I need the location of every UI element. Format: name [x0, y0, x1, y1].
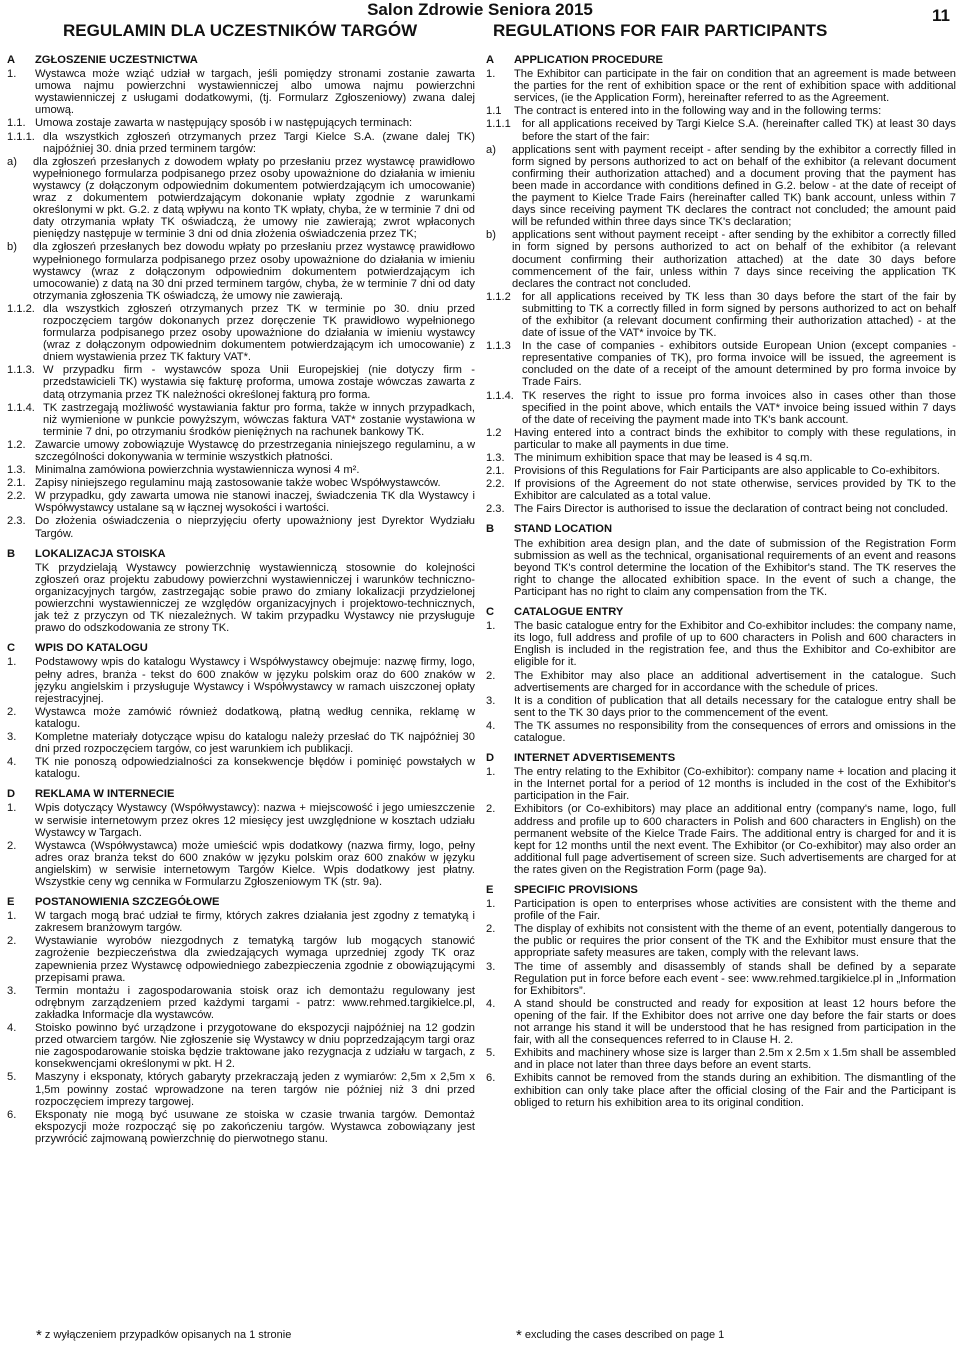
clause — [7, 402, 475, 438]
footnote-text: excluding the cases described on page 1 — [524, 1329, 725, 1341]
clause-text: The basic catalogue entry for the Exhibitor and Co-exhibitor includes: the company name, its logo, full address and profile of up to 600 characters in Polish and 600 characters in English is included in the registration fee, and thus the Exhibitor and Co-exhibitor are eligible for it. — [514, 620, 956, 669]
clause-number: 2.3. — [7, 515, 26, 528]
clause — [486, 68, 956, 104]
section-title: LOKALIZACJA STOISKA — [35, 547, 166, 560]
clause — [486, 670, 956, 694]
clause — [486, 478, 956, 502]
clause-text: Do złożenia oświadczenia o nieprzyjęciu oferty upoważniony jest Dyrektor Wydziału Targów. — [35, 515, 475, 540]
clause-text: Wystawca może zamówić również dodatkową, płatną według cennika, reklamę w katalogu. — [35, 705, 475, 730]
clause-number: 1. — [7, 68, 17, 81]
subclause-letter: a) — [7, 155, 17, 168]
clause — [7, 985, 475, 1021]
clause-text: TK zastrzegają możliwość wystawiania faktur pro forma, także w innych przypadkach, niż wymienione w punkcie powyższym, wówczas faktura VAT* zostanie wystawiona w terminie 7 dni, po otrzymaniu środków pieniężnych na rachunek bankowy TK. — [43, 401, 475, 438]
polish-title: REGULAMIN DLA UCZESTNIKÓW TARGÓW — [63, 21, 418, 40]
clause-number: 1.2 — [486, 426, 502, 439]
section-letter: C — [486, 606, 495, 619]
section-letter: C — [7, 642, 16, 655]
clause-number: 3. — [7, 984, 17, 997]
section-letter: D — [486, 752, 495, 765]
english-column — [486, 54, 956, 1109]
clause-number: 1. — [7, 910, 17, 923]
clause-number: 6. — [7, 1108, 17, 1121]
clause-number: 2.1. — [7, 477, 26, 490]
clause-number: 1.1.3 — [486, 340, 511, 353]
clause-number: 2.1. — [486, 465, 505, 478]
clause-number: 2. — [486, 803, 496, 816]
subclause — [486, 144, 956, 229]
section-paragraph: The exhibition area design plan, and the date of submission of the Registration Form submission as well as the technical, organisational requirements of an event and reasons beyond TK's control determine the location of the Exhibitor's stand. The TK reserves the right to change the allocated exhibition space. In the event of such a change, the Participant has no right to claim any compensation from the TK. — [514, 537, 956, 598]
clause — [7, 1109, 475, 1145]
clause — [7, 68, 475, 116]
clause-text: Zawarcie umowy zobowiązuje Wystawcę do przestrzegania niniejszego regulaminu, a w szczególności dokonywania w terminie wszystkich płatności. — [35, 438, 475, 463]
clause-text: The Exhibitor can participate in the fair on condition that an agreement is made between the parties for the rent of exhibition space or the rent of exhibition space with additional services, (ie the Application Form), hereinafter referred to as the Agreement. — [514, 68, 956, 105]
subclause-text: dla zgłoszeń przesłanych z dowodem wpłaty po przesłaniu przez wystawcę prawidłowo wypełnionego formularza podpisanego przez osoby upoważnione do działania w imieniu wystawcy (z dołączonym odpowiednim dokumentem potwierdzającym ich umocowanie) wraz z dokumentem potwierdzającym dokonanie wpłaty zgodnie z warunkami określonymi w pkt. G.2. z datą wpływu na konto TK wpłaty, chyba, że w terminie 7 dni od daty otrzymania wpłaty TK oświadczą, że umowy nie zawierają; zwrot wpłaconych pieniędzy następuje w terminie 3 dni od dnia złożenia oświadczenia przez TK; — [33, 155, 475, 241]
section-letter: E — [7, 896, 15, 909]
clause-text: Stoisko powinno być urządzone i przygotowane do ekspozycji najpóźniej na 12 godzin przed otwarciem targów. Nie zgłoszenie się Wystawcy w dniu poprzedzającym targi oraz nie zagospodarowanie stoiska będzie traktowane jako rezygnacja z udziału w targach, z konsekwencjami określonymi w pkt. H 2. — [35, 1022, 475, 1071]
clause-text: Having entered into a contract binds the exhibitor to comply with these regulations, in particular to make all payments in due time. — [514, 426, 956, 451]
section-heading — [7, 788, 475, 800]
page-header — [0, 0, 960, 44]
section-title: APPLICATION PROCEDURE — [514, 54, 663, 66]
section-d — [7, 788, 475, 888]
section-letter: B — [486, 523, 495, 536]
clause — [486, 620, 956, 668]
clause-text: TK nie ponoszą odpowiedzialności za konsekwencje błędów i pominięć powstałych w katalogu. — [35, 756, 475, 781]
clause-number: 3. — [486, 960, 496, 973]
clause — [486, 695, 956, 719]
clause — [7, 364, 475, 400]
clause — [7, 464, 475, 476]
clause — [7, 910, 475, 934]
clause-text: W przypadku firm - wystawców spoza Unii Europejskiej (nie dotyczy firm - przedstawicieli TK) wystawia się fakturę proforma, umowa zostaje wówczas zawarta z datą otrzymania przez TK należności określonej fakturą pro forma. — [43, 364, 475, 401]
footnote-english — [516, 1327, 724, 1344]
section-heading — [486, 752, 956, 764]
clause-text: In the case of companies - exhibitors outside European Union (except companies - representative companies of TK), pro forma invoice will be issued, the agreement is concluded on the date of a receipt of the amount determined by pro forma invoice by Trade Fairs. — [522, 340, 956, 389]
clause — [486, 923, 956, 959]
clause-number: 5. — [486, 1047, 496, 1060]
section-title: POSTANOWIENIA SZCZEGÓŁOWE — [35, 896, 220, 909]
subclause-text: applications sent with payment receipt - after sending by the exhibitor a correctly filled in form signed by persons authorized to act on behalf of the exhibitor (a relevant document confirming their authorization attached) and a document proving that the payment has been made in accordance with conditions defined in G.2. below - at the date of receipt of the payment to Kielce Trade Fairs (hereinafter called TK) bank account, unless within 7 days since receiving payment TK declares the contract not concluded; the amount paid will be refunded within three days since TK's declaration; — [512, 143, 956, 229]
clause — [7, 439, 475, 463]
clause-text: Exhibits cannot be removed from the stands during an exhibition. The dismantling of the exhibition can only take place after the official closing of the Fair and the Participant is obliged to return his exhibition area to its original condition. — [514, 1072, 956, 1109]
clause-text: Wystawianie wyrobów niezgodnych z tematyką targów lub mogących stanowić zagrożenie bezpieczeństwa dla zwiedzających wymaga uprzedniej zgody TK oraz zapewnienia przez Wystawcę odpowiedniego zabezpieczenia zgodnie z obowiązującymi przepisami prawa. — [35, 935, 475, 984]
clause-text: Termin montażu i zagospodarowania stoisk oraz ich demontażu regulowany jest odrębnym zarządzeniem przed każdymi targami - patrz: www.rehmed.targikielce.pl, zakładka Informacje dla wystawców. — [35, 984, 475, 1021]
clause-number: 1.1.4. — [7, 401, 35, 414]
section-d — [486, 752, 956, 876]
clause-number: 1. — [486, 68, 496, 81]
section-letter: A — [7, 54, 16, 66]
section-b — [7, 548, 475, 635]
clause — [486, 1072, 956, 1108]
subclause — [7, 241, 475, 301]
section-e — [7, 896, 475, 1145]
clause-number: 4. — [7, 756, 17, 769]
clause — [7, 756, 475, 780]
clause — [486, 503, 956, 515]
clause-number: 1. — [7, 656, 17, 669]
subclause — [486, 229, 956, 289]
section-a — [7, 54, 475, 540]
clause-text: W przypadku, gdy zawarta umowa nie stanowi inaczej, świadczenia TK dla Wystawcy i Współwystawcy ustalane są w łącznej wysokości i wartości. — [35, 490, 475, 515]
section-title: WPIS DO KATALOGU — [35, 642, 148, 655]
footnote-polish — [36, 1327, 291, 1344]
clause — [7, 706, 475, 730]
clause-number: 1. — [486, 620, 496, 633]
section-letter: A — [486, 54, 495, 66]
clause-text: Kompletne materiały dotyczące wpisu do katalogu należy przesłać do TK najpóźniej 30 dni przed rozpoczęciem targów, co jest warunkiem ich publikacji. — [35, 730, 475, 756]
clause-text: The display of exhibits not consistent with the theme of an event, potentially dangerous to the public or requires the prior consent of the TK and the Exhibitor must ensure that the appropriate safety measures are taken, comply with the relevant laws. — [514, 923, 956, 960]
clause-number: 2. — [486, 669, 496, 682]
clause-number: 1.1.4. — [486, 389, 514, 402]
clause-text: Maszyny i eksponaty, których gabaryty przekraczają jeden z wymiarów: 2,5m x 2,5m x 1,5m powinny zostać wprowadzone na teren targów nie później niż 3 dni przed rozpoczęciem imprezy targowej. — [35, 1071, 475, 1108]
clause-number: 3. — [7, 730, 17, 743]
clause — [7, 131, 475, 155]
clause-text: Exhibitors (or Co-exhibitors) may place an additional entry (company's name, logo, full address and profile up to 600 characters in Polish and 600 characters in English) on the permanent website of the Kielce Trade Fairs. The additional entry is charged for and it is kept for 12 months until the next event. The Exhibitor (or Co-exhibitor) may also order an additional full page advertisement of screen size. Such advertisements are charged for at the rates given on the Registration Form (page 9a). — [514, 803, 956, 876]
clause-number: 2. — [486, 923, 496, 936]
section-letter: E — [486, 884, 494, 896]
clause-number: 2.3. — [486, 503, 505, 516]
clause-number: 2.2. — [486, 478, 505, 491]
english-title: REGULATIONS FOR FAIR PARTICIPANTS — [493, 21, 828, 40]
clause-number: 1. — [7, 802, 17, 815]
footnote-star: * — [516, 1327, 522, 1344]
event-title: Salon Zdrowie Seniora 2015 — [367, 0, 593, 19]
clause — [486, 118, 956, 142]
subclause-text: dla zgłoszeń przesłanych bez dowodu wpłaty po przesłaniu przez wystawcę prawidłowo wypełnionego formularza podpisanego przez osoby upoważnione do działania w imieniu wystawcy (wraz z dołączonym odpowiednim dokumentem potwierdzającym ich umocowanie) z datą na 30 dni przed terminem targów, chyba, że w terminie 7 dni od daty otrzymania zgłoszenia TK oświadczą, że umowy nie zawierają. — [33, 241, 475, 302]
clause-text: W targach mogą brać udział te firmy, których zakres działania jest zgodny z tematyką i zakresem branżowym targów. — [35, 910, 475, 935]
section-heading — [486, 523, 956, 535]
clause — [486, 291, 956, 339]
clause — [7, 802, 475, 838]
section-e — [486, 884, 956, 1109]
clause-number: 4. — [486, 997, 496, 1010]
clause-number: 2.2. — [7, 490, 26, 503]
section-heading — [7, 642, 475, 654]
page-number: 11 — [932, 6, 950, 25]
clause-text: dla wszystkich zgłoszeń otrzymanych przez TK w terminie po 30. dniu przed rozpoczęciem targów dokonanych przez doręczenie TK prawidłowo wypełnionego formularza podpisanego przez osoby upoważnione do działania w imieniu wystawcy (wraz z dołączonym odpowiednim dokumentem potwierdzającym ich umocowanie) z dniem wystawienia przez TK faktury VAT*. — [43, 302, 475, 364]
section-c — [7, 642, 475, 780]
section-c — [486, 606, 956, 744]
clause — [7, 656, 475, 704]
clause-number: 2. — [7, 705, 17, 718]
clause — [486, 961, 956, 997]
clause-text: Wystawca może wziąć udział w targach, jeśli pomiędzy stronami zostanie zawarta umowa najmu powierzchni wystawienniczej albo umowa najmu powierzchni wystawienniczej z usługami dodatkowymi, (tj. Formularz Zgłoszeniowy) zwana dalej umową. — [35, 68, 475, 117]
clause — [7, 731, 475, 755]
section-heading — [7, 548, 475, 560]
clause-number: 2. — [7, 935, 17, 948]
section-heading — [486, 884, 956, 896]
section-a — [486, 54, 956, 515]
polish-column — [7, 54, 475, 1145]
section-title: CATALOGUE ENTRY — [514, 606, 624, 619]
clause — [486, 998, 956, 1046]
clause-number: 5. — [7, 1071, 17, 1084]
clause-text: The Fairs Director is authorised to issue the declaration of contract being not concluded. — [514, 503, 949, 516]
clause — [486, 427, 956, 451]
clause-number: 1.1 — [486, 105, 502, 118]
clause-number: 1.1.1. — [7, 130, 35, 143]
clause — [486, 766, 956, 802]
clause — [486, 452, 956, 464]
clause — [7, 1071, 475, 1107]
section-heading — [7, 54, 475, 66]
clause — [7, 840, 475, 888]
section-heading — [486, 54, 956, 66]
clause — [486, 105, 956, 117]
clause-number: 1.3. — [7, 464, 26, 477]
clause — [486, 720, 956, 744]
clause-text: Minimalna zamówiona powierzchnia wystawiennicza wynosi 4 m². — [35, 464, 360, 477]
clause — [7, 490, 475, 514]
clause — [486, 465, 956, 477]
clause-number: 3. — [486, 694, 496, 707]
clause-text: Umowa zostaje zawarta w następujący sposób i w następujących terminach: — [35, 117, 413, 130]
subclause — [7, 156, 475, 241]
clause — [7, 935, 475, 983]
section-b — [486, 523, 956, 598]
clause-number: 1.1.2. — [7, 302, 35, 315]
clause-number: 6. — [486, 1072, 496, 1085]
clause — [7, 477, 475, 489]
clause-text: TK reserves the right to issue pro forma invoices also in cases other than those specified in the point above, which entails the VAT* invoice being issued within 7 days of the date of receiving the payment made into TK's bank account. — [522, 389, 956, 426]
clause-text: It is a condition of publication that all details necessary for the catalogue entry shall be sent to the TK 30 days prior to the commencement of the event. — [514, 694, 956, 719]
clause-text: Exhibits and machinery whose size is larger than 2.5m x 2.5m x 1.5m shall be assembled and in place not later than three days before an event starts. — [514, 1047, 956, 1072]
clause-number: 1.1.1 — [486, 118, 511, 131]
clause — [7, 117, 475, 129]
clause-number: 1.2. — [7, 438, 26, 451]
clause-text: dla wszystkich zgłoszeń otrzymanych przez Targi Kielce S.A. (zwane dalej TK) najpóźniej 30. dnia przed terminem targów: — [43, 130, 475, 155]
clause-text: The contract is entered into in the following way and in the following terms: — [514, 105, 882, 118]
clause — [486, 898, 956, 922]
clause — [7, 515, 475, 539]
clause — [486, 340, 956, 388]
clause-text: The minimum exhibition space that may be leased is 4 sq.m. — [514, 452, 813, 464]
clause-text: Provisions of this Regulations for Fair Participants are also applicable to Co-exhibitors. — [514, 465, 941, 478]
clause — [7, 303, 475, 363]
section-title: REKLAMA W INTERNECIE — [35, 788, 175, 801]
clause-number: 1.1.2 — [486, 290, 511, 303]
clause-text: Wystawca (Współwystawca) może umieścić wpis dodatkowy (nazwa firmy, logo, pełny adres oraz branża tekst do 600 znaków w języku polskim oraz 600 znaków w języku angielskim) w serwisie internetowym Targów Kielce. Wpis dodatkowy jest płatny. Wszystkie ceny wg cennika w Formularzu Zgłoszeniowym TK (str. 9a). — [35, 839, 475, 888]
section-heading — [7, 896, 475, 908]
clause-text: Zapisy niniejszego regulaminu mają zastosowanie także wobec Współwystawców. — [35, 477, 441, 490]
section-letter: B — [7, 547, 16, 560]
clause-number: 1.3. — [486, 452, 505, 464]
clause-number: 1. — [486, 898, 496, 911]
clause-number: 1. — [486, 766, 496, 779]
clause-text: Wpis dotyczący Wystawcy (Współwystawcy): nazwa + miejscowość i jego umieszczenie w serwisie internetowym przez okres 12 miesięcy jest uwzględnione w kosztach udziału Wystawcy w Targach. — [35, 802, 475, 839]
clause-text: If provisions of the Agreement do not state otherwise, services provided by TK to the Exhibitor are calculated as a total value. — [514, 478, 956, 503]
subclause-letter: b) — [7, 241, 17, 254]
clause-text: Participation is open to enterprises whose activities are consistent with the theme and profile of the Fair. — [514, 898, 956, 923]
clause-text: Podstawowy wpis do katalogu Wystawcy i Współwystawcy obejmuje: nazwę firmy, logo, pełny adres, branża - tekst do 600 znaków w języku polskim oraz do 600 znaków w języku angielskim i przysługuje Wystawcy i Współwystawcy w ramach uiszczonej opłaty rejestracyjnej. — [35, 656, 475, 705]
footnote-text: z wyłączeniem przypadków opisanych na 1 stronie — [44, 1329, 292, 1341]
clause — [486, 1047, 956, 1071]
section-letter: D — [7, 788, 16, 801]
subclause-letter: a) — [486, 143, 496, 156]
clause-text: The entry relating to the Exhibitor (Co-exhibitor): company name + location and placing it in the Internet portal for a period of 12 months is included in the cost of the Exhibitor's participation in the Fair. — [514, 766, 956, 803]
section-title: STAND LOCATION — [514, 523, 612, 536]
clause-text: Eksponaty nie mogą być usuwane ze stoiska w czasie trwania targów. Demontaż ekspozycji może rozpocząć się po zakończeniu targów. Wystawca zobowiązany jest przywrócić zajmowaną powierzchnię do pierwotnego stanu. — [35, 1108, 475, 1145]
section-heading — [486, 606, 956, 618]
clause — [7, 1022, 475, 1070]
clause — [486, 390, 956, 426]
subclause-letter: b) — [486, 229, 496, 242]
clause-number: 4. — [486, 719, 496, 732]
clause-number: 1.1.3. — [7, 364, 35, 377]
clause-text: The TK assumes no responsibility from the consequences of errors and omissions in the catalogue. — [514, 719, 956, 744]
clause-text: A stand should be constructed and ready for exposition at least 12 hours before the opening of the fair. If the Exhibitor does not arrive one day before the fair starts or does not arrange his stand it will be understood that he has resigned from participation in the fair, with all the consequences referred to in Clause H. 2. — [514, 997, 956, 1047]
clause-text: for all applications received by Targi Kielce S.A. (hereinafter called TK) at least 30 days before the start of the fair: — [522, 118, 956, 143]
section-paragraph: TK przydzielają Wystawcy powierzchnię wystawienniczą stosownie do kolejności zgłoszeń oraz projektu zabudowy powierzchni wystawienniczej i warunków techniczno-organizacyjnych targów, zastrzegając sobie prawo do zmiany lokalizacji przydzielonej powierzchni wystawienniczej ze względów organizacyjnych i projektowo-technicznych, jak też z przyczyn od TK niezależnych. W takim przypadku Wystawcy nie przysługuje prawo do odszkodowania ze strony TK. — [35, 561, 475, 635]
clause-number: 4. — [7, 1022, 17, 1035]
clause-number: 1.1. — [7, 117, 26, 130]
clause-text: for all applications received by TK less than 30 days before the start of the fair by submitting to TK a correctly filled in form signed by persons authorized to act on behalf of the exhibitor (a relevant document confirming their authorization attached) - at the date of issue of the VAT* invoice by TK. — [522, 290, 956, 340]
clause — [486, 803, 956, 876]
section-title: ZGŁOSZENIE UCZESTNICTWA — [35, 54, 198, 66]
subclause-text: applications sent without payment receipt - after sending by the exhibitor a correctly filled in form signed by persons authorized to act on behalf of the exhibitor (a relevant document confirming their authorization attached) at the date 30 days before commencement of the fair, unless within 7 days since receiving the application TK declares the contract not concluded. — [512, 229, 956, 290]
clause-text: The Exhibitor may also place an additional advertisement in the catalogue. Such advertisements are charged for in accordance with the schedule of prices. — [514, 669, 956, 694]
clause-number: 2. — [7, 839, 17, 852]
section-title: INTERNET ADVERTISEMENTS — [514, 752, 676, 765]
clause-text: The time of assembly and disassembly of stands shall be defined by a separate Regulation put in force before each event - see: www.rehmed.targikielce.pl in „Information for Exhibitors”. — [514, 960, 956, 997]
footnote-star: * — [36, 1327, 42, 1344]
section-title: SPECIFIC PROVISIONS — [514, 884, 638, 896]
